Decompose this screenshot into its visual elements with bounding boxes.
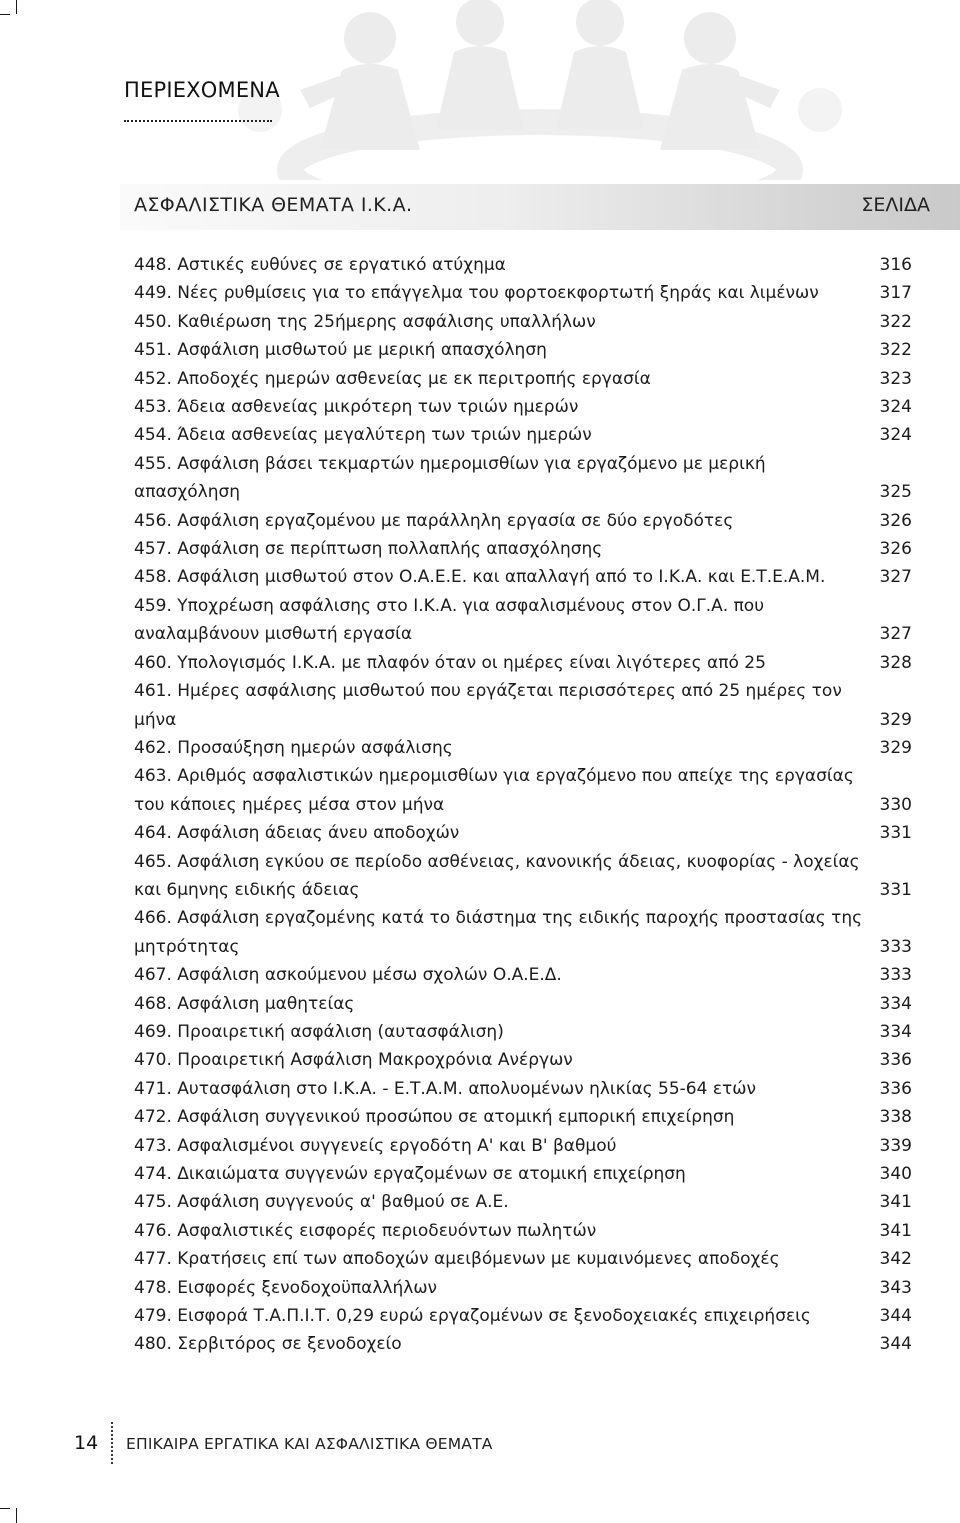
toc-entry-title: 460. Υπολογισμός Ι.Κ.Α. με πλαφόν όταν οι ημέρες είναι λιγότερες από 25 [134,652,766,673]
toc-entry-page: 343 [879,1277,912,1298]
toc-entry-title: 451. Ασφάλιση μισθωτού με μερική απασχόληση [134,340,547,361]
toc-entry-title: 454. Άδεια ασθενείας μεγαλύτερη των τριών ημερών [134,425,592,446]
toc-entry-title: και 6μηνης ειδικής άδειας [134,879,360,900]
toc-entry-title: 479. Εισφορά Τ.Α.Π.Ι.Τ. 0,29 ευρώ εργαζομένων σε ξενοδοχειακές επιχειρήσεις [134,1306,811,1327]
toc-entry [134,592,912,649]
toc-entry-title: αναλαμβάνουν μισθωτή εργασία [134,624,413,645]
toc-entry [134,535,912,563]
toc-entry [134,393,912,421]
toc-entry [134,904,912,961]
toc-entry-line [134,791,912,819]
toc-entry [134,734,912,762]
toc-entry [134,1046,912,1074]
toc-entry-title: 478. Εισφορές ξενοδοχοϋπαλλήλων [134,1277,438,1298]
toc-entry-line [134,1018,912,1046]
toc-entry [134,990,912,1018]
crop-mark-bottom-left-horizontal [0,1508,10,1509]
footer-running-title: ΕΠΙΚΑΙΡΑ ΕΡΓΑΤΙΚΑ ΚΑΙ ΑΣΦΑΛΙΣΤΙΚΑ ΘΕΜΑΤΑ [126,1435,493,1453]
toc-entry-page: 331 [879,879,912,900]
toc-entry-line [134,478,912,506]
toc-entry-page: 334 [879,1021,912,1042]
toc-entry-line [134,990,912,1018]
toc-entry-title: 457. Ασφάλιση σε περίπτωση πολλαπλής απασχόλησης [134,539,603,560]
toc-entry-line [134,1245,912,1273]
toc-entry-title: 448. Αστικές ευθύνες σε εργατικό ατύχημα [134,255,506,275]
toc-entry [134,507,912,535]
toc-entry-page: 333 [879,936,912,957]
toc-entry-line [134,421,912,449]
toc-entry [134,1075,912,1103]
toc-entry [134,365,912,393]
toc-entry-title: 458. Ασφάλιση μισθωτού στον Ο.Α.Ε.Ε. και απαλλαγή από το Ι.Κ.Α. και Ε.Τ.Ε.Α.Μ. [134,567,826,588]
toc-entry [134,1103,912,1131]
page-column-label: ΣΕΛΙΔΑ [861,194,930,216]
toc-entry-line [134,279,912,307]
toc-entry-page: 336 [879,1050,912,1071]
toc-entry-line [134,535,912,563]
toc-entry-line [134,819,912,847]
toc-entry-title: 467. Ασφάλιση ασκούμενου μέσω σχολών Ο.Α.Ε.Δ. [134,965,562,986]
footer-page-number: 14 [74,1432,99,1454]
toc-entry [134,1018,912,1046]
toc-entry-page: 344 [879,1334,912,1355]
toc-entry-line [134,1160,912,1188]
toc-entry-line [134,1132,912,1160]
table-of-contents [134,251,912,1359]
toc-entry-title: 477. Κρατήσεις επί των αποδοχών αμειβόμενων με κυμαινόμενες αποδοχές [134,1249,780,1270]
toc-entry-page: 324 [879,425,912,446]
toc-entry-line [134,308,912,336]
toc-entry [134,251,912,279]
toc-entry [134,1274,912,1302]
toc-entry-title: 463. Αριθμός ασφαλιστικών ημερομισθίων για εργαζόμενο που απείχε της εργασίας [134,766,854,787]
toc-entry-line [134,734,912,762]
toc-entry-line [134,848,912,876]
toc-entry-line [134,649,912,677]
toc-entry-title: 456. Ασφάλιση εργαζομένου με παράλληλη εργασία σε δύο εργοδότες [134,510,734,531]
toc-entry-title: 450. Καθιέρωση της 25ήμερης ασφάλισης υπαλλήλων [134,311,596,332]
toc-entry-page: 340 [879,1164,912,1184]
toc-entry-line [134,507,912,535]
section-header-band [120,184,960,230]
crop-mark-top-left-vertical [16,0,17,14]
toc-entry-line [134,1103,912,1131]
toc-entry [134,308,912,336]
toc-entry-page: 331 [879,823,912,844]
toc-entry-title: 464. Ασφάλιση άδειας άνευ αποδοχών [134,823,460,844]
toc-entry-line [134,904,912,932]
toc-entry [134,1330,912,1358]
toc-entry-line [134,336,912,364]
toc-entry-title: 473. Ασφαλισμένοι συγγενείς εργοδότη Α' και Β' βαθμού [134,1135,617,1156]
toc-entry-title: 452. Αποδοχές ημερών ασθενείας με εκ περιτροπής εργασία [134,368,651,389]
toc-entry-line [134,1046,912,1074]
toc-entry [134,336,912,364]
toc-entry [134,1217,912,1245]
toc-entry-page: 328 [879,652,912,673]
toc-entry [134,279,912,307]
toc-entry-line [134,1330,912,1358]
toc-entry-line [134,563,912,591]
toc-entry-line [134,393,912,421]
toc-entry [134,677,912,734]
toc-entry [134,649,912,677]
toc-entry-title: 459. Υποχρέωση ασφάλισης στο Ι.Κ.Α. για ασφαλισμένους στον Ο.Γ.Α. που [134,595,765,616]
toc-entry [134,1160,912,1188]
toc-entry-line [134,1274,912,1302]
toc-entry-line [134,933,912,961]
toc-entry-page: 338 [879,1107,912,1128]
toc-entry [134,450,912,507]
toc-entry-title: 474. Δικαιώματα συγγενών εργαζομένων σε ατομική επιχείρηση [134,1164,686,1184]
toc-entry-title: 449. Νέες ρυθμίσεις για το επάγγελμα του φορτοεκφορτωτή ξηράς και λιμένων [134,283,819,304]
toc-entry-title: 455. Ασφάλιση βάσει τεκμαρτών ημερομισθίων για εργαζόμενο με μερική [134,453,766,474]
toc-entry-line [134,876,912,904]
toc-entry-line [134,1188,912,1216]
toc-entry-line [134,365,912,393]
toc-entry-line [134,450,912,478]
toc-entry [134,1245,912,1273]
toc-entry-page: 326 [879,539,912,560]
toc-entry-title: 476. Ασφαλιστικές εισφορές περιοδευόντων πωλητών [134,1220,597,1241]
toc-entry-page: 339 [879,1135,912,1156]
toc-entry-title: 480. Σερβιτόρος σε ξενοδοχείο [134,1334,402,1355]
toc-entry-title: 461. Ημέρες ασφάλισης μισθωτού που εργάζεται περισσότερες από 25 ημέρες τον [134,681,842,702]
toc-entry-line [134,961,912,989]
crop-mark-top-left-horizontal [0,14,10,15]
toc-entry-title: 453. Άδεια ασθενείας μικρότερη των τριών ημερών [134,397,579,418]
page-title: ΠΕΡΙΕΧΟΜΕΝΑ [124,78,280,102]
toc-entry-page: 341 [879,1220,912,1241]
toc-entry-page: 333 [879,965,912,986]
toc-entry-page: 329 [879,709,912,730]
toc-entry-page: 329 [879,737,912,758]
toc-entry-line [134,1075,912,1103]
footer-dotted-separator [111,1422,113,1464]
toc-entry-title: 472. Ασφάλιση συγγενικού προσώπου σε ατομική εμπορική επιχείρηση [134,1107,735,1128]
title-dotted-rule [124,120,272,122]
toc-entry-title: του κάποιες ημέρες μέσα στον μήνα [134,794,445,815]
toc-entry-line [134,1302,912,1330]
toc-entry-line [134,677,912,705]
toc-entry-page: 327 [879,567,912,588]
toc-entry-title: μήνα [134,709,177,730]
toc-entry-title: απασχόληση [134,482,241,503]
toc-entry-title: 468. Ασφάλιση μαθητείας [134,993,355,1014]
toc-entry [134,762,912,819]
toc-entry [134,563,912,591]
toc-entry [134,961,912,989]
toc-entry-line [134,762,912,790]
toc-entry-page: 324 [879,397,912,418]
toc-entry-page: 344 [879,1306,912,1327]
toc-entry [134,848,912,905]
toc-entry-title: 470. Προαιρετική Ασφάλιση Μακροχρόνια Ανέργων [134,1050,573,1071]
toc-entry-title: 475. Ασφάλιση συγγενούς α' βαθμού σε Α.Ε. [134,1192,509,1213]
toc-entry-title: 466. Ασφάλιση εργαζομένης κατά το διάστημα της ειδικής παροχής προστασίας της [134,908,863,929]
toc-entry-page: 330 [879,794,912,815]
crop-mark-bottom-left-vertical [16,1508,17,1523]
toc-entry-page: 322 [879,340,912,361]
toc-entry [134,1188,912,1216]
toc-entry-title: 462. Προσαύξηση ημερών ασφάλισης [134,737,453,758]
toc-entry-page: 316 [879,255,912,275]
toc-entry-page: 322 [879,311,912,332]
toc-entry-line [134,251,912,279]
toc-entry-line [134,620,912,648]
toc-entry-page: 323 [879,368,912,389]
toc-entry-page: 341 [879,1192,912,1213]
toc-entry [134,819,912,847]
toc-entry-page: 325 [879,482,912,503]
toc-entry-page: 317 [879,283,912,304]
toc-entry-title: 471. Αυτασφάλιση στο Ι.Κ.Α. - Ε.Τ.Α.Μ. απολυομένων ηλικίας 55-64 ετών [134,1078,757,1099]
toc-entry [134,1132,912,1160]
toc-entry-line [134,706,912,734]
toc-entry-page: 334 [879,993,912,1014]
toc-entry-line [134,1217,912,1245]
toc-entry-page: 336 [879,1078,912,1099]
toc-entry-line [134,592,912,620]
toc-entry [134,421,912,449]
toc-entry [134,1302,912,1330]
toc-entry-page: 326 [879,510,912,531]
toc-entry-page: 327 [879,624,912,645]
toc-entry-title: 465. Ασφάλιση εγκύου σε περίοδο ασθένειας, κανονικής άδειας, κυοφορίας - λοχείας [134,851,860,872]
toc-entry-title: 469. Προαιρετική ασφάλιση (αυτασφάλιση) [134,1021,504,1042]
section-title: ΑΣΦΑΛΙΣΤΙΚΑ ΘΕΜΑΤΑ Ι.Κ.Α. [134,194,413,216]
toc-entry-title: μητρότητας [134,936,240,957]
toc-entry-page: 342 [879,1249,912,1270]
